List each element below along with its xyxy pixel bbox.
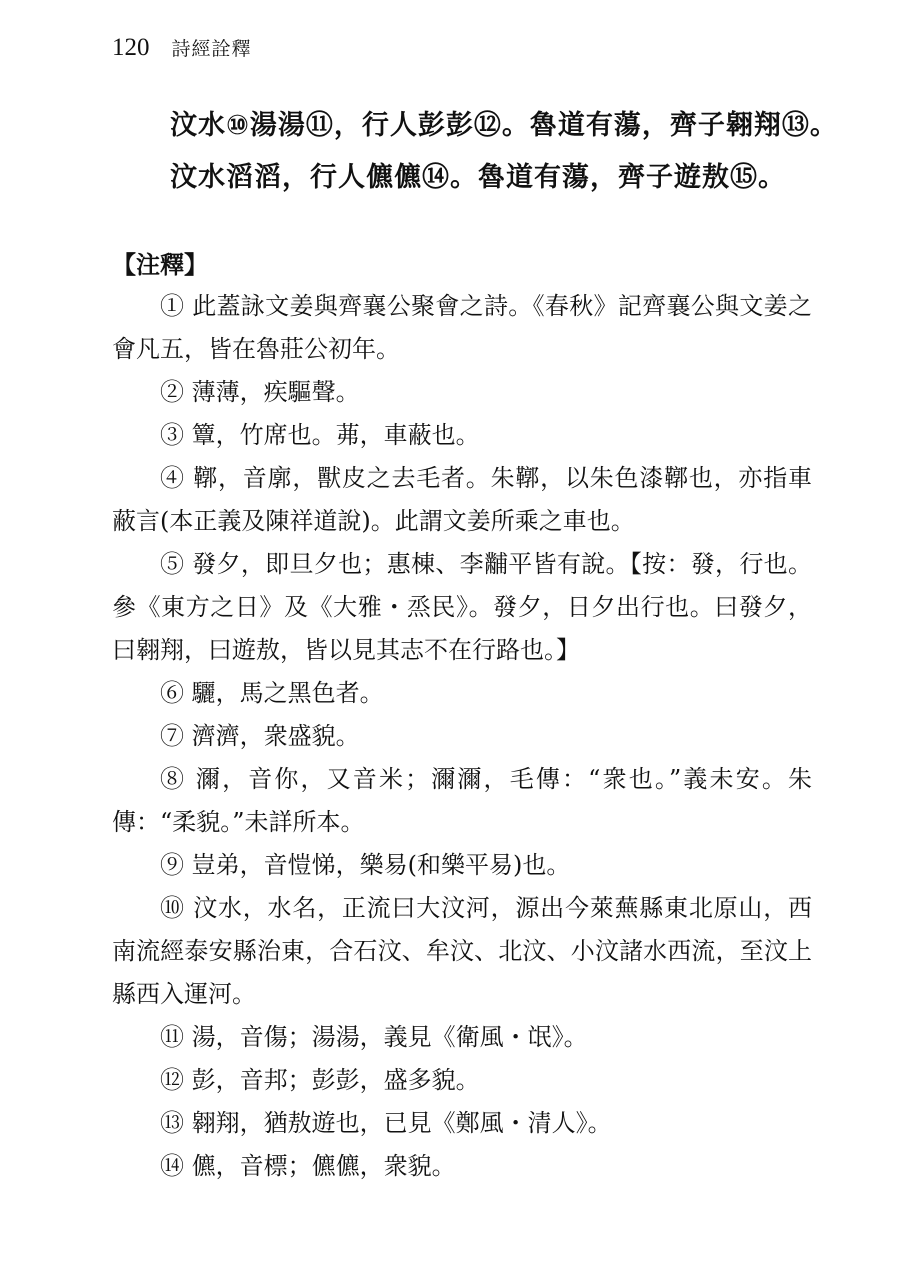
annotation-item: ⑤ 發夕，即旦夕也；惠棟、李黼平皆有說。【按：發，行也。參《東方之日》及《大雅・烝民》。發夕，日夕出行也。曰發夕，曰翱翔，曰遊敖，皆以見其志不在行路也。】 bbox=[112, 550, 812, 664]
book-title: 詩經詮釋 bbox=[171, 38, 252, 60]
annotation-item: ⑫ 彭，音邦；彭彭，盛多貌。 bbox=[160, 1066, 480, 1094]
annotation-item: ⑬ 翱翔，猶敖遊也，已見《鄭風・清人》。 bbox=[160, 1109, 612, 1137]
annotation-item: ⑧ 濔，音你，又音米；濔濔，毛傳：“衆也。”義未安。朱傳：“柔貌。”未詳所本。 bbox=[112, 765, 812, 836]
annotation-item: ⑭ 儦，音標；儦儦，衆貌。 bbox=[160, 1152, 456, 1180]
page-number: 120 bbox=[112, 34, 150, 61]
annotation-item: ⑩ 汶水，水名，正流曰大汶河，源出今萊蕪縣東北原山，西南流經泰安縣治東，合石汶、牟汶、北汶、小汶諸水西流，至汶上縣西入運河。 bbox=[112, 894, 812, 1008]
annotation-item: ⑦ 濟濟，衆盛貌。 bbox=[160, 722, 360, 750]
section-title: 【注釋】 bbox=[112, 251, 208, 279]
annotation-item: ⑪ 湯，音傷；湯湯，義見《衛風・氓》。 bbox=[160, 1023, 588, 1051]
annotation-item: ⑨ 豈弟，音愷悌，樂易(和樂平易)也。 bbox=[160, 851, 571, 879]
annotation-list bbox=[112, 285, 812, 1188]
poem-line: 汶水⑩湯湯⑪，行人彭彭⑫。魯道有蕩，齊子翱翔⑬。 bbox=[170, 110, 838, 141]
poem-line: 汶水滔滔，行人儦儦⑭。魯道有蕩，齊子遊敖⑮。 bbox=[170, 162, 786, 193]
annotation-item: ② 薄薄，疾驅聲。 bbox=[160, 378, 360, 406]
poem-stanza bbox=[170, 100, 870, 204]
annotation-item: ① 此蓋詠文姜與齊襄公聚會之詩。《春秋》記齊襄公與文姜之會凡五，皆在魯莊公初年。 bbox=[112, 292, 812, 363]
annotation-item: ③ 簟，竹席也。茀，車蔽也。 bbox=[160, 421, 480, 449]
annotation-item: ④ 鞹，音廓，獸皮之去毛者。朱鞹，以朱色漆鞹也，亦指車蔽言(本正義及陳祥道說)。此謂文姜所乘之車也。 bbox=[112, 464, 812, 535]
annotation-item: ⑥ 驪，馬之黑色者。 bbox=[160, 679, 384, 707]
running-header bbox=[112, 34, 252, 62]
